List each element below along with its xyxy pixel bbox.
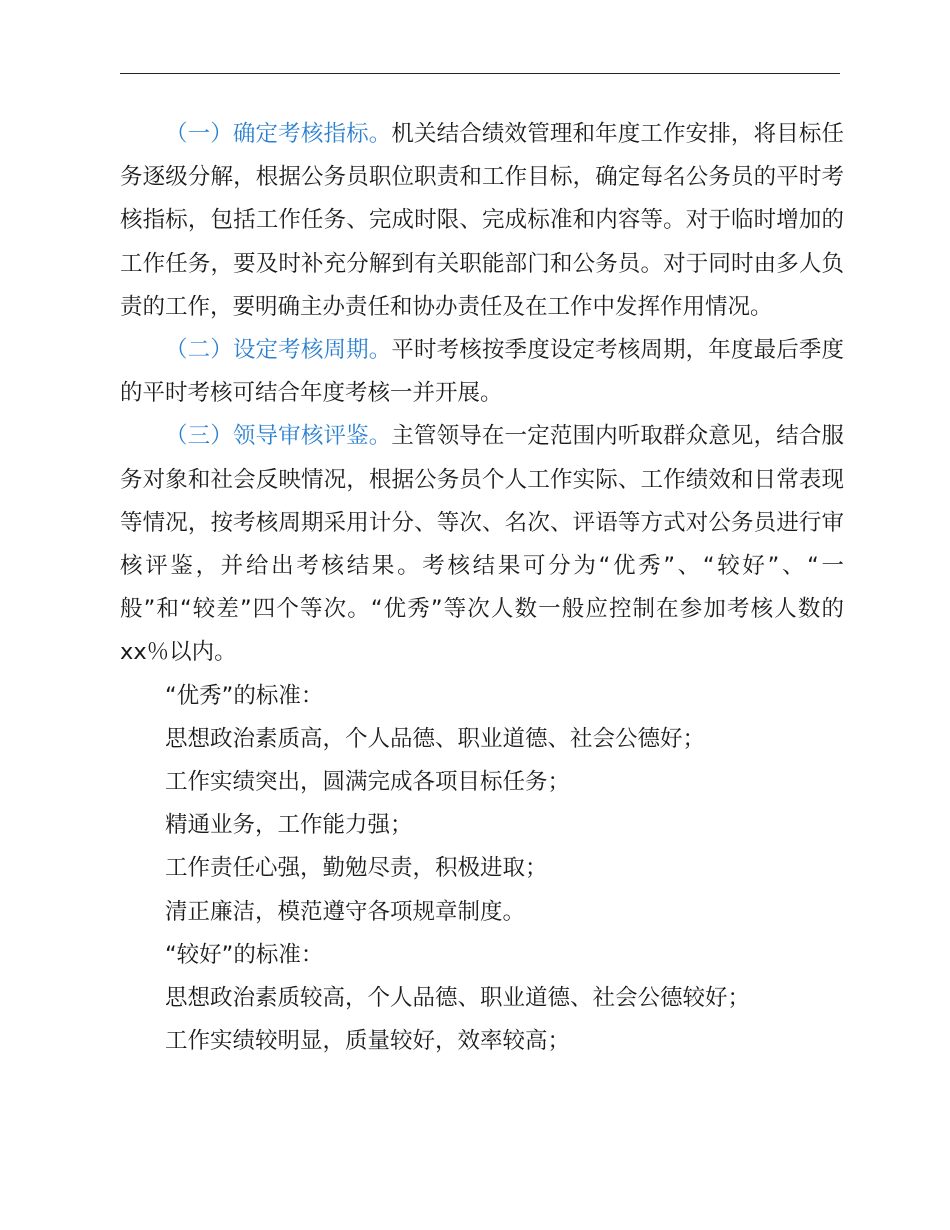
excellent-criterion-2: 工作实绩突出，圆满完成各项目标任务； xyxy=(165,769,571,796)
good-criteria-title: “较好”的标准： xyxy=(165,941,324,968)
excellent-criterion-1: 思想政治素质高，个人品德、职业道德、社会公德好； xyxy=(165,725,706,752)
header-rule xyxy=(120,73,840,74)
good-criterion-2: 工作实绩较明显，质量较好，效率较高； xyxy=(165,1028,571,1055)
section-1-paragraph xyxy=(120,113,844,329)
excellent-criterion-4: 工作责任心强，勤勉尽责，积极进取； xyxy=(165,855,548,882)
document-body xyxy=(120,113,844,1063)
section-3-text: 主管领导在一定范围内听取群众意见，结合服务对象和社会反映情况，根据公务员个人工作实际、工作绩效和日常表现等情况，按考核周期采用计分、等次、名次、评语等方式对公务员进行审核评鉴，并给出考核结果。考核结果可分为“优秀”、“较好”、“一般”和“较差”四个等次。“优秀”等次人数一般应控制在参加考核人数的 xx％以内。 xyxy=(120,423,844,666)
good-criterion-1: 思想政治素质较高，个人品德、职业道德、社会公德较好； xyxy=(165,985,751,1012)
excellent-criterion-3: 精通业务，工作能力强； xyxy=(165,812,413,839)
section-1-heading: （一）确定考核指标。 xyxy=(165,121,392,147)
section-2-heading: （二）设定考核周期。 xyxy=(165,337,392,364)
excellent-criterion-5: 清正廉洁，模范遵守各项规章制度。 xyxy=(165,898,526,925)
section-2-paragraph xyxy=(120,329,844,415)
section-3-paragraph xyxy=(120,415,844,674)
section-3-heading: （三）领导审核评鉴。 xyxy=(165,423,392,450)
section-2-text: 平时考核按季度设定考核周期，年度最后季度的平时考核可结合年度考核一并开展。 xyxy=(120,337,844,407)
section-1-text: 机关结合绩效管理和年度工作安排，将目标任务逐级分解，根据公务员职位职责和工作目标，确定每名公务员的平时考核指标，包括工作任务、完成时限、完成标准和内容等。对于临时增加的工作任务，要及时补充分解到有关职能部门和公务员。对于同时由多人负责的工作，要明确主办责任和协办责任及在工作中发挥作用情况。 xyxy=(120,121,844,320)
excellent-criteria-title: “优秀”的标准： xyxy=(165,682,324,709)
